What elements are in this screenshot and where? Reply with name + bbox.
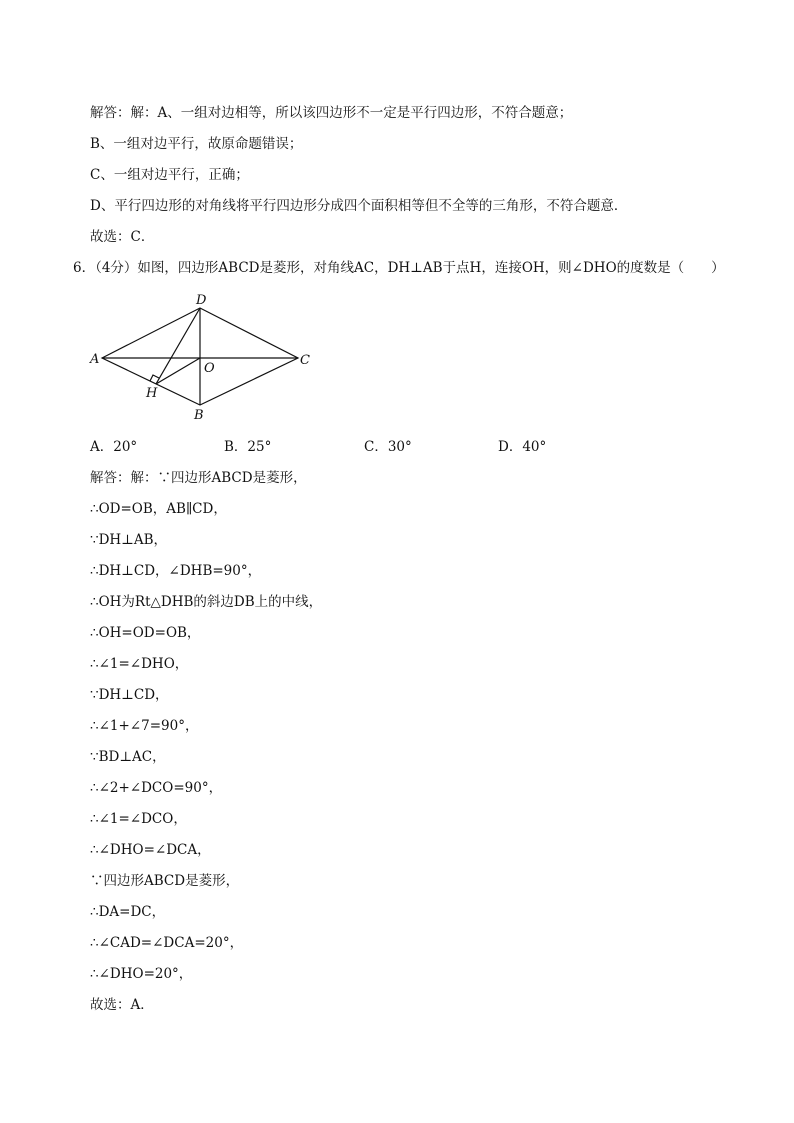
solution-line-3: ∵DH⊥AB，: [90, 532, 168, 548]
label-c: C: [300, 353, 310, 368]
answer5-line-2: B、一组对边平行，故原命题错误；: [90, 136, 303, 152]
option-c: C．30°: [364, 439, 412, 455]
solution-line-10: ∵BD⊥AC，: [90, 749, 166, 765]
label-d: D: [196, 293, 207, 308]
solution-line-17: ∴∠DHO=20°，: [90, 966, 193, 982]
option-d: D．40°: [498, 439, 547, 455]
solution-line-15: ∴DA=DC，: [90, 904, 166, 920]
rhombus-figure: [84, 286, 324, 426]
option-b: B．25°: [224, 439, 272, 455]
solution-line-7: ∴∠1=∠DHO，: [90, 656, 189, 672]
label-b: B: [194, 408, 204, 423]
answer5-line-3: C、一组对边平行，正确；: [90, 167, 249, 183]
label-o: O: [204, 361, 215, 376]
answer5-line-5: 故选：C．: [90, 229, 155, 245]
solution-line-11: ∴∠2+∠DCO=90°，: [90, 780, 223, 796]
solution-line-12: ∴∠1=∠DCO，: [90, 811, 187, 827]
segment-oh: [156, 358, 200, 384]
solution-line-13: ∴∠DHO=∠DCA，: [90, 842, 211, 858]
solution-line-14: ∵四边形ABCD是菱形，: [90, 873, 240, 889]
solution-line-5: ∴OH为Rt△DHB的斜边DB上的中线，: [90, 594, 323, 610]
solution-line-18: 故选：A．: [90, 997, 154, 1013]
solution-line-9: ∴∠1+∠7=90°，: [90, 718, 199, 734]
option-a: A．20°: [90, 439, 138, 455]
solution-line-8: ∵DH⊥CD，: [90, 687, 169, 703]
solution-line-4: ∴DH⊥CD，∠DHB=90°，: [90, 563, 262, 579]
answer5-line-1: 解答：解：A、一组对边相等，所以该四边形不一定是平行四边形，不符合题意；: [90, 105, 573, 121]
solution-line-2: ∴OD=OB，AB∥CD，: [90, 501, 227, 517]
answer5-line-4: D、平行四边形的对角线将平行四边形分成四个面积相等但不全等的三角形，不符合题意．: [90, 198, 628, 214]
solution-line-6: ∴OH=OD=OB，: [90, 625, 201, 641]
solution-line-1: 解答：解：∵四边形ABCD是菱形，: [90, 470, 307, 486]
solution-line-16: ∴∠CAD=∠DCA=20°，: [90, 935, 244, 951]
label-a: A: [90, 352, 100, 367]
label-h: H: [146, 386, 158, 401]
question6-stem: 6．（4分）如图，四边形ABCD是菱形，对角线AC，DH⊥AB于点H，连接OH，则∠DHO的度数是（ ）: [73, 260, 725, 276]
